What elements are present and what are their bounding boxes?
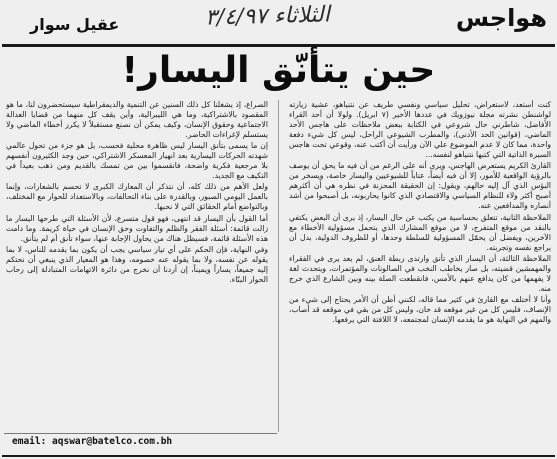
column-divider xyxy=(278,100,279,432)
article-headline: حين يتأنّق اليسار! xyxy=(121,50,436,91)
author-name: عقيل سوار xyxy=(30,15,120,34)
paragraph: وأنا لا أختلف مع القارئ في كثير مما قاله، لكنني أظن أن الأمر يحتاج إلى شيء من الإنصاف، فليس كل من غير موقعه قد خان، وليس كل من بقي في موقعه قد أصاب، والمهم في النهاية هو ما يقدمه الإنسان لمجتمعه، لا اللافتة التي يرفعها. xyxy=(289,294,551,324)
footer-rule xyxy=(4,433,277,434)
header-rule xyxy=(2,44,555,47)
paragraph: الملاحظة الثالثة، أن اليسار الذي تأنق وارتدى ربطة العنق، لم يعد يرى في الفقراء والمهمشين قضيته، بل صار يخاطب النخب في الصالونات والمؤتمرات، ويتحدث لغة لا يفهمها من كان يدافع عنهم بالأمس، فانقطعت الصلة بينه وبين الشارع الذي خرج منه. xyxy=(289,253,551,293)
paragraph: كنت أستعد، لاستعراض، تحليل سياسي ونفسي طريف عن نتنياهو، عشية زيارته لواشنطن نشرته مجلة نيوزويك في عددها الأخير (٧ ابريل). ولولا أن أحد القراء الأفاضل، شاطرني حال شروعي في الكتابة ببعض ملاحظات على هاجس الأحد الماضي، (قوانين الحد الأدنى)، والمطرب الشيوعي الراحل، ليس كل شيء دفعة واحدة، مما كان لا عدم الموضوع علي الآن ورأيت أن أكتب عنه، وقوعي تحت هاجس السيرة الذاتية التي كتبها نتنياهو لنفسه... xyxy=(289,100,551,160)
article-column-right xyxy=(289,100,551,432)
bottom-rule xyxy=(2,455,555,457)
paragraph: الصراع، إذ يشغلنا كل ذلك السنين عن التنمية والديمقراطية سيستحضرون لنا، ما هو المقصود بالاشتراكية، وما هي الليبرالية، وأين يقف كل منهما من قضايا العدالة الاجتماعية وحقوق الإنسان، وكيف يمكن أن نصنع مستقبلاً لا يكرر أخطاء الماضي ولا يستسلم لإغراءات الحاضر. xyxy=(6,100,268,140)
paragraph: القارئ الكريم يستعرض الهاجس، ويرى أنه على الرغم من أن فيه ما يحق أن يوصف بالرؤية الواقعية للأمور، إلا أن فيه أيضاً، عتاباً للشيوعيين واليسار خاصة، ويسخر من البؤس الذي آل إليه حالهم، ويقول: إن الحقيقة المحزنة في نظره هي أن أكثرهم أصبح أكثر ولاء للنظام السياسي والاقتصادي الذي كانوا يحاربونه، بل أصبحوا من أشد أنصاره والمدافعين عنه. xyxy=(289,161,551,211)
paragraph: وفي النهاية، فإن الحكم على أي تيار سياسي يجب أن يكون بما يقدمه للناس، لا بما يقوله عن نفسه، ولا بما يقوله عنه خصومه، وهذا هو المعيار الذي ينبغي أن نحتكم إليه جميعاً، يساراً ويميناً، إن أردنا أن نخرج من دائرة الاتهامات المتبادلة إلى رحاب الحوار البنّاء. xyxy=(6,244,268,284)
paragraph: إن ما يسمى بتأنق اليسار ليس ظاهرة محلية فحسب، بل هو جزء من تحول عالمي شهدته الحركات اليسارية بعد انهيار المعسكر الاشتراكي، حين وجد الكثيرون أنفسهم بلا مرجعية فكرية واضحة، فانقسموا بين من تمسك بالقديم ومن ذهب بعيداً في التكيف مع الجديد. xyxy=(6,141,268,181)
column-header xyxy=(0,0,557,40)
column-name: هواجس xyxy=(455,4,547,32)
author-email: email: aqswar@batelco.com.bh xyxy=(12,436,173,447)
paragraph: الملاحظة الثانية، تتعلق بحساسية من يكتب عن حال اليسار، إذ يرى أن البعض يكتفي بالنقد من موقع المتفرج، لا من موقع المشارك الذي يتحمل مسؤولية الأخطاء مع الآخرين، ويفضل أن يحمّل المسؤولية للسلطة وحدها، أو للظروف الدولية، بدل أن يراجع نفسه وتجربته. xyxy=(289,212,551,252)
handwritten-date: الثلاثاء ٣/٤/٩٧ xyxy=(204,2,331,31)
article-body xyxy=(6,100,551,432)
paragraph: أما القول بأن اليسار قد انتهى، فهو قول متسرع، لأن الأسئلة التي طرحها اليسار ما زالت قائمة: أسئلة الفقر والظلم والتفاوت وحق الإنسان في حياة كريمة. وما دامت هذه الأسئلة قائمة، فسيظل هناك من يحاول الإجابة عنها، سواء تأنق أم لم يتأنق. xyxy=(6,213,268,243)
article-column-left xyxy=(6,100,268,432)
paragraph: ولعل الأهم من ذلك كله، أن نتذكر أن المعارك الكبرى لا تحسم بالشعارات، وإنما بالعمل اليومي الصبور، وبالقدرة على بناء التحالفات، وبالاستعداد للحوار مع المختلف، وبالتواضع أمام الحقائق التي لا نحبها. xyxy=(6,182,268,212)
